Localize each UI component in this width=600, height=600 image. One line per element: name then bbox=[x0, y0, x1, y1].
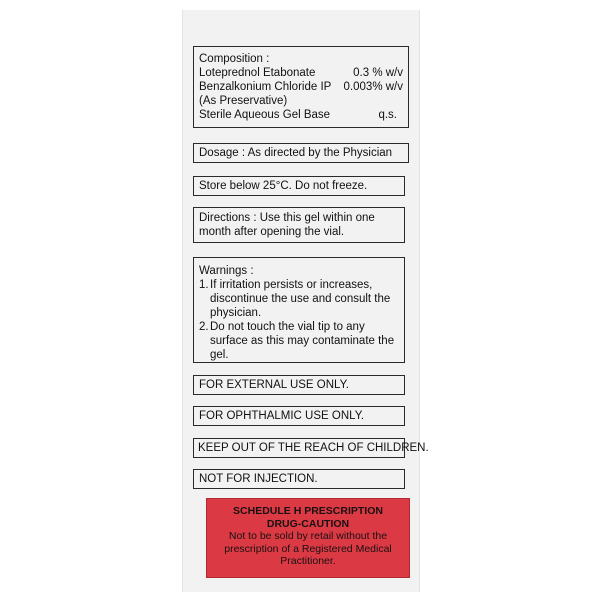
composition-heading: Composition : bbox=[199, 53, 270, 65]
external-use-box bbox=[193, 375, 405, 395]
schedule-heading: SCHEDULE H PRESCRIPTION bbox=[233, 505, 383, 517]
warning-number: 2. bbox=[199, 321, 209, 333]
ingredient-name: Benzalkonium Chloride IP bbox=[199, 81, 332, 93]
children-warning-box bbox=[193, 438, 429, 458]
dosage-box bbox=[193, 143, 409, 163]
warnings-box bbox=[193, 257, 405, 363]
external-use-text: FOR EXTERNAL USE ONLY. bbox=[199, 379, 349, 391]
schedule-h-caution-box bbox=[206, 498, 410, 578]
composition-row bbox=[199, 66, 403, 80]
composition-row bbox=[199, 80, 403, 94]
schedule-subheading: DRUG-CAUTION bbox=[266, 517, 350, 530]
directions-box bbox=[193, 207, 405, 243]
warning-text: If irritation persists or increases, discontinue the use and consult the physician. bbox=[210, 279, 391, 319]
ophthalmic-use-text: FOR OPHTHALMIC USE ONLY. bbox=[199, 410, 365, 422]
composition-box bbox=[193, 46, 409, 128]
directions-line-2: month after opening the vial. bbox=[199, 226, 345, 238]
injection-warning-box bbox=[193, 469, 405, 489]
warnings-list bbox=[199, 278, 396, 362]
preservative-note: (As Preservative) bbox=[199, 95, 288, 107]
warning-text: Do not touch the vial tip to any surface as this may contaminate the gel. bbox=[210, 321, 395, 361]
warning-number: 1. bbox=[199, 279, 209, 291]
ingredient-value: 0.3 % w/v bbox=[353, 67, 403, 79]
injection-warning-text: NOT FOR INJECTION. bbox=[199, 473, 318, 485]
warning-item bbox=[199, 278, 396, 320]
warnings-heading: Warnings : bbox=[199, 265, 254, 277]
warning-item bbox=[199, 320, 396, 362]
base-value: q.s. bbox=[378, 109, 397, 121]
storage-text: Store below 25°C. Do not freeze. bbox=[199, 180, 368, 192]
storage-box bbox=[193, 176, 405, 196]
composition-row bbox=[199, 108, 403, 122]
base-name: Sterile Aqueous Gel Base bbox=[199, 109, 331, 121]
dosage-text: Dosage : As directed by the Physician bbox=[199, 147, 393, 159]
ophthalmic-use-box bbox=[193, 406, 405, 426]
children-warning-text: KEEP OUT OF THE REACH OF CHILDREN. bbox=[198, 442, 429, 454]
directions-line-1: Directions : Use this gel within one bbox=[199, 212, 375, 224]
schedule-body: Not to be sold by retail without the prescription of a Registered Medical Practitioner. bbox=[224, 530, 392, 567]
ingredient-name: Loteprednol Etabonate bbox=[199, 67, 316, 79]
ingredient-value: 0.003% w/v bbox=[343, 81, 403, 93]
